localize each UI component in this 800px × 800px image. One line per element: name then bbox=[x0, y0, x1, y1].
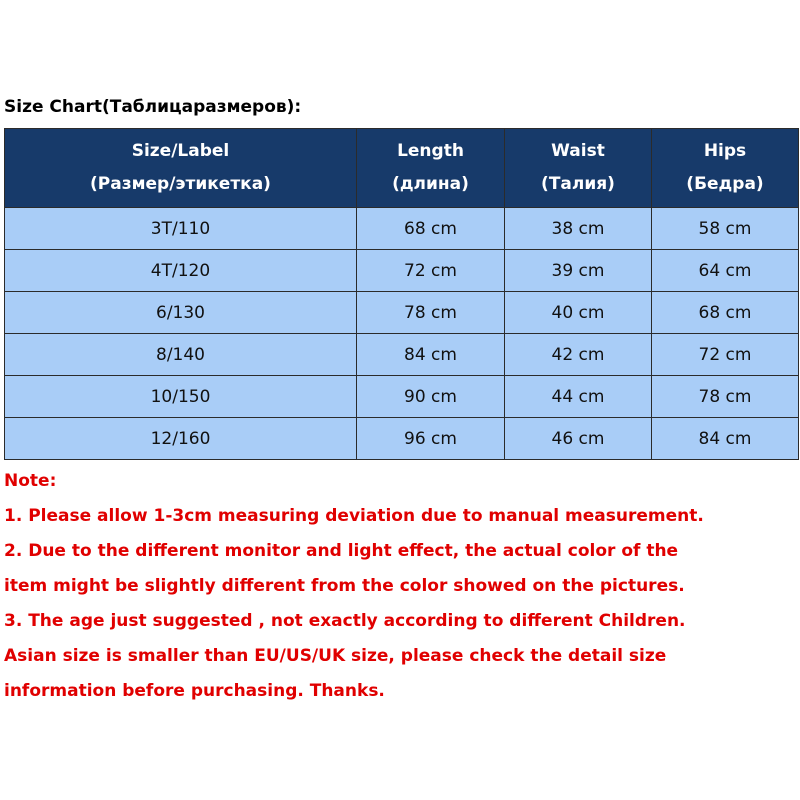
table-header-row bbox=[5, 129, 799, 208]
table-row bbox=[5, 208, 799, 250]
cell-length: 68 cm bbox=[357, 208, 505, 250]
cell-hips: 78 cm bbox=[652, 376, 799, 418]
note-line: item might be slightly different from the color showed on the pictures. bbox=[4, 576, 685, 596]
header-waist-ru: (Талия) bbox=[541, 174, 615, 194]
header-size-label bbox=[5, 129, 357, 208]
page-title: Size Chart(Таблицаразмеров): bbox=[4, 97, 302, 117]
cell-waist: 44 cm bbox=[505, 376, 652, 418]
cell-hips: 72 cm bbox=[652, 334, 799, 376]
note-line: information before purchasing. Thanks. bbox=[4, 681, 385, 701]
table-row bbox=[5, 418, 799, 460]
note-heading: Note: bbox=[4, 471, 57, 491]
cell-hips: 64 cm bbox=[652, 250, 799, 292]
table-row bbox=[5, 334, 799, 376]
cell-waist: 40 cm bbox=[505, 292, 652, 334]
note-line: Asian size is smaller than EU/US/UK size, please check the detail size bbox=[4, 646, 667, 666]
cell-size: 10/150 bbox=[5, 376, 357, 418]
cell-length: 90 cm bbox=[357, 376, 505, 418]
cell-waist: 42 cm bbox=[505, 334, 652, 376]
cell-waist: 39 cm bbox=[505, 250, 652, 292]
cell-hips: 84 cm bbox=[652, 418, 799, 460]
note-line: 1. Please allow 1-3cm measuring deviation due to manual measurement. bbox=[4, 506, 704, 526]
table-row bbox=[5, 292, 799, 334]
header-waist-en: Waist bbox=[551, 141, 605, 161]
header-hips-en: Hips bbox=[703, 141, 747, 161]
cell-hips: 58 cm bbox=[652, 208, 799, 250]
cell-size: 8/140 bbox=[5, 334, 357, 376]
header-hips bbox=[652, 129, 799, 208]
note-line: 3. The age just suggested , not exactly according to different Children. bbox=[4, 611, 686, 631]
cell-size: 4T/120 bbox=[5, 250, 357, 292]
header-hips-ru: (Бедра) bbox=[686, 174, 764, 194]
header-size-label-ru: (Размер/этикетка) bbox=[90, 174, 271, 194]
header-length bbox=[357, 129, 505, 208]
notes-section bbox=[4, 466, 798, 711]
cell-hips: 68 cm bbox=[652, 292, 799, 334]
cell-size: 6/130 bbox=[5, 292, 357, 334]
cell-length: 84 cm bbox=[357, 334, 505, 376]
cell-length: 78 cm bbox=[357, 292, 505, 334]
header-size-label-en: Size/Label bbox=[131, 141, 230, 161]
size-chart-table bbox=[4, 128, 799, 460]
cell-waist: 38 cm bbox=[505, 208, 652, 250]
note-line: 2. Due to the different monitor and light effect, the actual color of the bbox=[4, 541, 679, 561]
header-waist bbox=[505, 129, 652, 208]
cell-size: 3T/110 bbox=[5, 208, 357, 250]
cell-size: 12/160 bbox=[5, 418, 357, 460]
header-length-ru: (длина) bbox=[392, 174, 469, 194]
cell-length: 96 cm bbox=[357, 418, 505, 460]
cell-waist: 46 cm bbox=[505, 418, 652, 460]
header-length-en: Length bbox=[397, 141, 464, 161]
table-row bbox=[5, 376, 799, 418]
cell-length: 72 cm bbox=[357, 250, 505, 292]
table-row bbox=[5, 250, 799, 292]
